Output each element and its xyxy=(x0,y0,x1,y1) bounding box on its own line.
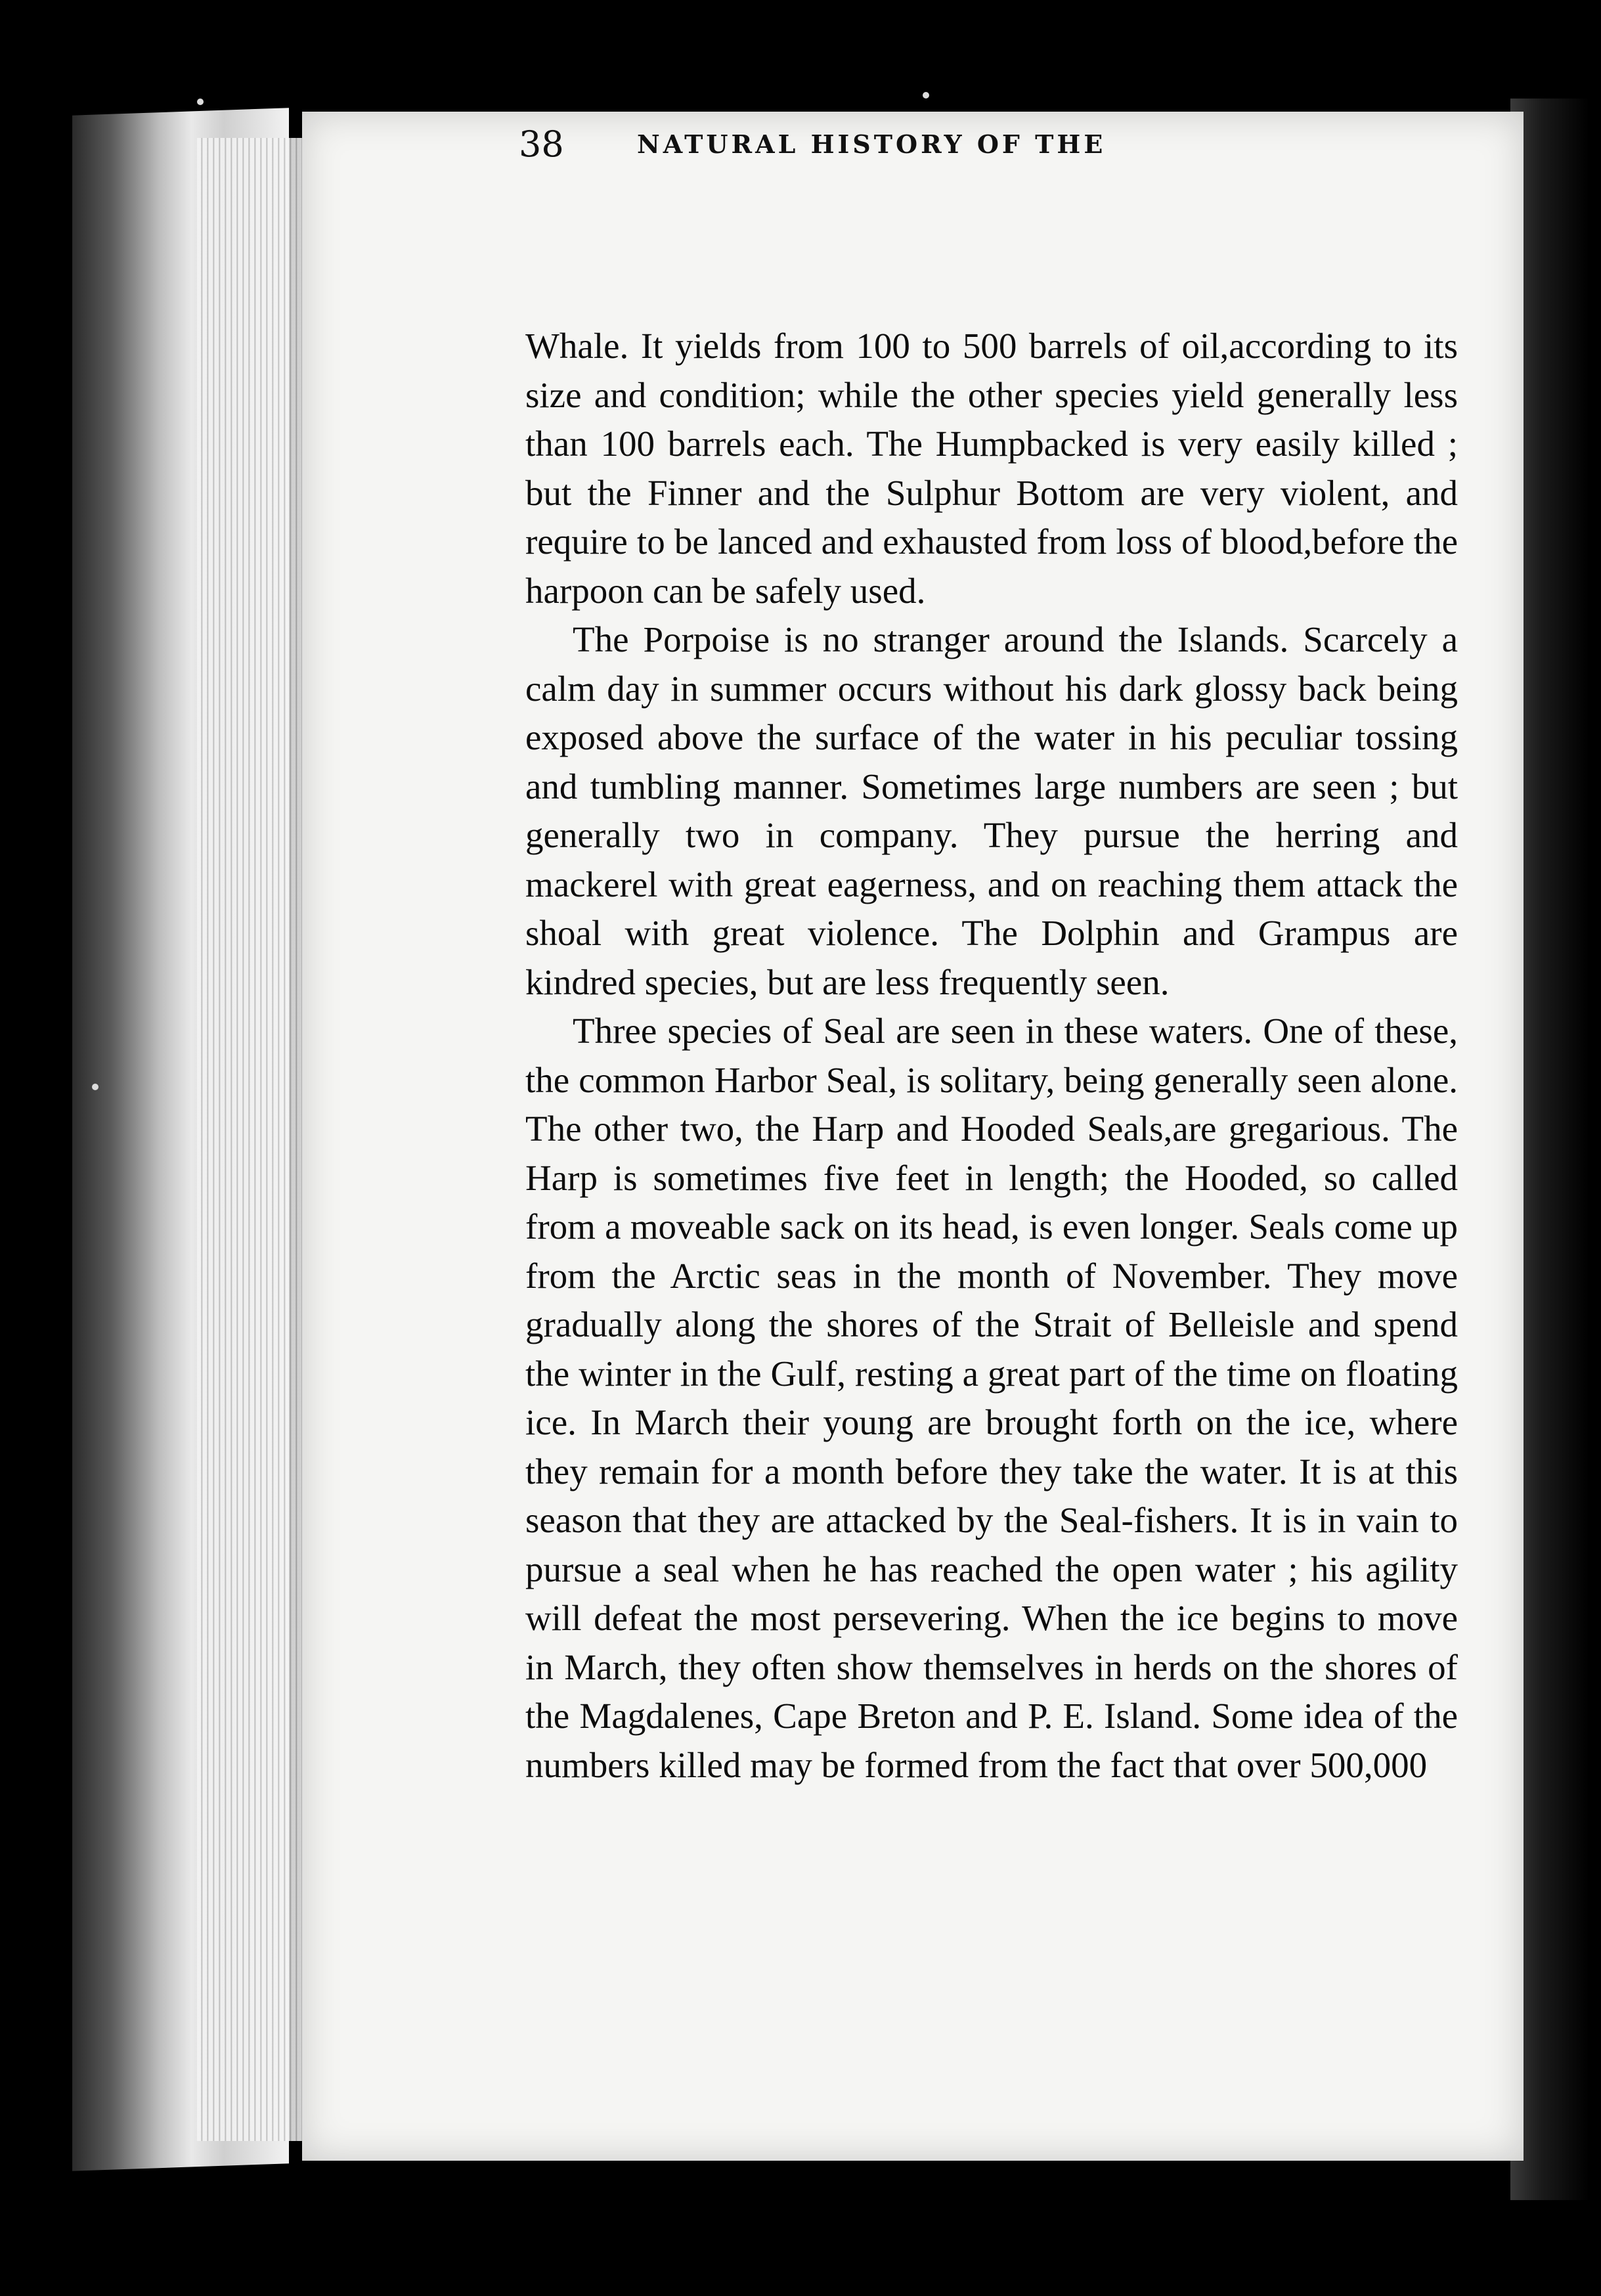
dust-speck xyxy=(92,1084,99,1090)
body-text xyxy=(525,322,1458,1790)
dust-speck xyxy=(923,92,929,99)
dust-speck xyxy=(197,99,204,105)
paragraph-2: The Porpoise is no stranger around the Islands. Scarcely a calm day in summer occurs without his dark glossy back being exposed above the surface of the water in his peculiar tossing and tumbling manner. Sometimes large numbers are seen ; but generally two in company. They pursue the herring and mackerel with great eagerness, and on reaching them attack the shoal with great violence. The Dolphin and Grampus are kindred species, but are less frequently seen. xyxy=(525,619,1458,1002)
page-number: 38 xyxy=(519,123,564,165)
paragraph-3: Three species of Seal are seen in these waters. One of these, the common Harbor Seal, is solitary, being generally seen alone. The other two, the Harp and Hooded Seals,are gregarious. The Harp is sometimes five feet in length; the Hooded, so called from a moveable sack on its head, is even longer. Seals come up from the Arctic seas in the month of November. They move gradually along the shores of the Strait of Belleisle and spend the winter in the Gulf, resting a great part of the time on floating ice. In March their young are brought forth on the ice, where they remain for a month before they take the water. It is at this season that they are attacked by the Seal-fishers. It is in vain to pursue a seal when he has reached the open water ; his agility will defeat the most persevering. When the ice begins to move in March, they often show themselves in herds on the shores of the Magdalenes, Cape Breton and P. E. Island. Some idea of the numbers killed may be formed from the fact that over 500,000 xyxy=(525,1011,1458,1785)
running-head: NATURAL HISTORY OF THE xyxy=(637,129,1107,159)
page-edge-lines xyxy=(197,138,302,2141)
book-page xyxy=(302,112,1524,2161)
page-header xyxy=(519,112,1504,177)
paragraph-1: Whale. It yields from 100 to 500 barrels of oil,according to its size and condition; while the other species yield generally less than 100 barrels each. The Humpbacked is very easily killed ; but the Finner and the Sulphur Bottom are very violent, and require to be lanced and exhausted from loss of blood,before the harpoon can be safely used. xyxy=(525,326,1458,611)
